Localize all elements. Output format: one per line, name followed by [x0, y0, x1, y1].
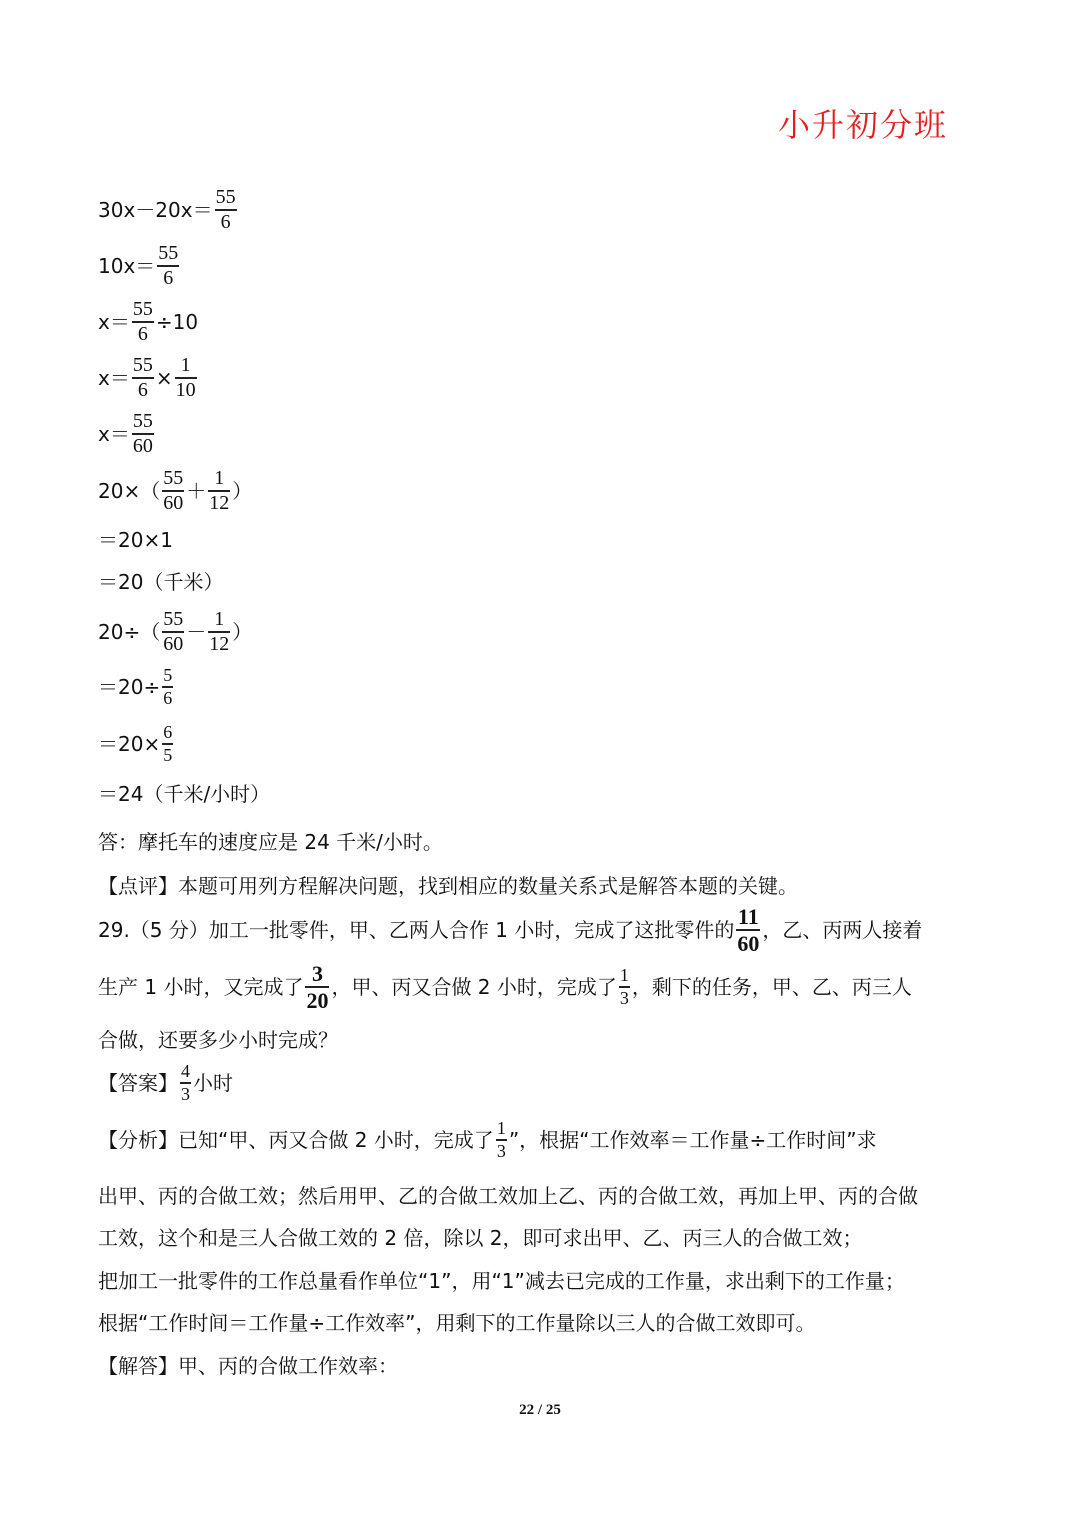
fraction: $\frac{55}{6}$	[215, 186, 236, 233]
step-text: ＋	[186, 479, 207, 503]
step-text: 20×（	[98, 479, 161, 503]
equation-step-8	[98, 572, 223, 592]
fraction: $\frac{1}{10}$	[175, 354, 196, 401]
fraction: $\frac{5}{6}$	[163, 665, 173, 708]
step-text: －	[186, 620, 207, 644]
fraction: $\frac{6}{5}$	[163, 722, 173, 765]
fraction: $\frac{1}{12}$	[209, 467, 230, 514]
fraction: $\frac{11}{60}$	[737, 904, 760, 957]
header-title: 小升初分班	[778, 106, 949, 144]
analysis-text: ”，根据“工作效率＝工作量÷工作时间”求	[508, 1127, 877, 1152]
answer-29	[98, 1062, 233, 1104]
fraction: $\frac{1}{12}$	[209, 608, 230, 655]
fraction: $\frac{4}{3}$	[181, 1061, 190, 1104]
step-text: 20÷（	[98, 620, 161, 644]
fraction: $\frac{1}{3}$	[496, 1118, 506, 1161]
answer-label: 【答案】	[98, 1070, 178, 1095]
question-29-line-1	[98, 905, 922, 955]
analysis-line-1	[98, 1119, 877, 1161]
analysis-line-4: 把加工一批零件的工作总量看作单位“1”，用“1”减去已完成的工作量，求出剩下的工作量；	[98, 1269, 905, 1293]
equation-step-4	[98, 355, 199, 401]
step-text: ＝20（千米）	[98, 570, 224, 594]
question-29-line-3: 合做，还要多少小时完成？	[98, 1028, 338, 1052]
step-text: x＝	[98, 366, 130, 390]
analysis-text: 【分析】已知“甲、丙又合做 2 小时，完成了	[98, 1127, 494, 1152]
fraction: $\frac{55}{6}$	[132, 298, 153, 345]
solution-line: 【解答】甲、丙的合做工作效率：	[98, 1354, 398, 1378]
fraction: $\frac{55}{6}$	[158, 242, 179, 289]
fraction: $\frac{55}{60}$	[163, 467, 184, 514]
answer-text: 小时	[193, 1070, 233, 1095]
step-text: x＝	[98, 310, 130, 334]
equation-step-7	[98, 530, 173, 550]
question-text: 29.（5 分）加工一批零件，甲、乙两人合作 1 小时，完成了这批零件的	[98, 918, 735, 943]
question-text: ，乙、丙两人接着	[762, 918, 923, 943]
equation-step-10	[98, 666, 175, 708]
question-text: ，剩下的任务，甲、乙、丙三人	[631, 975, 912, 1000]
analysis-line-2: 出甲、丙的合做工效；然后用甲、乙的合做工效加上乙、丙的合做工效，再加上甲、丙的合做	[98, 1184, 918, 1208]
equation-step-2	[98, 243, 181, 289]
answer-line: 答：摩托车的速度应是 24 千米/小时。	[98, 830, 443, 854]
equation-step-9	[98, 609, 252, 655]
fraction: $\frac{3}{20}$	[306, 961, 329, 1014]
step-text: ×	[155, 366, 173, 390]
analysis-line-3: 工效，这个和是三人合做工效的 2 倍，除以 2，即可求出甲、乙、丙三人的合做工效；	[98, 1226, 863, 1250]
question-text: 生产 1 小时，又完成了	[98, 975, 304, 1000]
equation-step-1	[98, 187, 239, 233]
step-text: ）	[232, 620, 253, 644]
fraction: $\frac{55}{60}$	[163, 608, 184, 655]
equation-step-5	[98, 411, 156, 457]
comment-line: 【点评】本题可用列方程解决问题，找到相应的数量关系式是解答本题的关键。	[98, 874, 798, 898]
equation-step-11	[98, 723, 175, 765]
step-text: 10x＝	[98, 254, 156, 278]
step-text: ＝24（千米/小时）	[98, 782, 271, 806]
fraction: $\frac{55}{60}$	[132, 410, 153, 457]
step-text: ）	[232, 479, 253, 503]
step-text: ÷10	[155, 310, 199, 334]
question-text: ，甲、丙又合做 2 小时，完成了	[331, 975, 617, 1000]
step-text: ＝20÷	[98, 674, 161, 699]
step-text: ＝20×1	[98, 528, 173, 552]
step-text: 30x－20x＝	[98, 198, 213, 222]
page-number: 22 / 25	[519, 1402, 561, 1418]
step-text: x＝	[98, 422, 130, 446]
fraction: $\frac{1}{3}$	[619, 965, 629, 1009]
question-29-line-2	[98, 962, 912, 1012]
equation-step-3	[98, 299, 198, 345]
analysis-line-5: 根据“工作时间＝工作量÷工作效率”，用剩下的工作量除以三人的合做工效即可。	[98, 1311, 816, 1335]
equation-step-6	[98, 468, 252, 514]
equation-step-12	[98, 784, 270, 804]
fraction: $\frac{55}{6}$	[132, 354, 153, 401]
step-text: ＝20×	[98, 731, 161, 756]
